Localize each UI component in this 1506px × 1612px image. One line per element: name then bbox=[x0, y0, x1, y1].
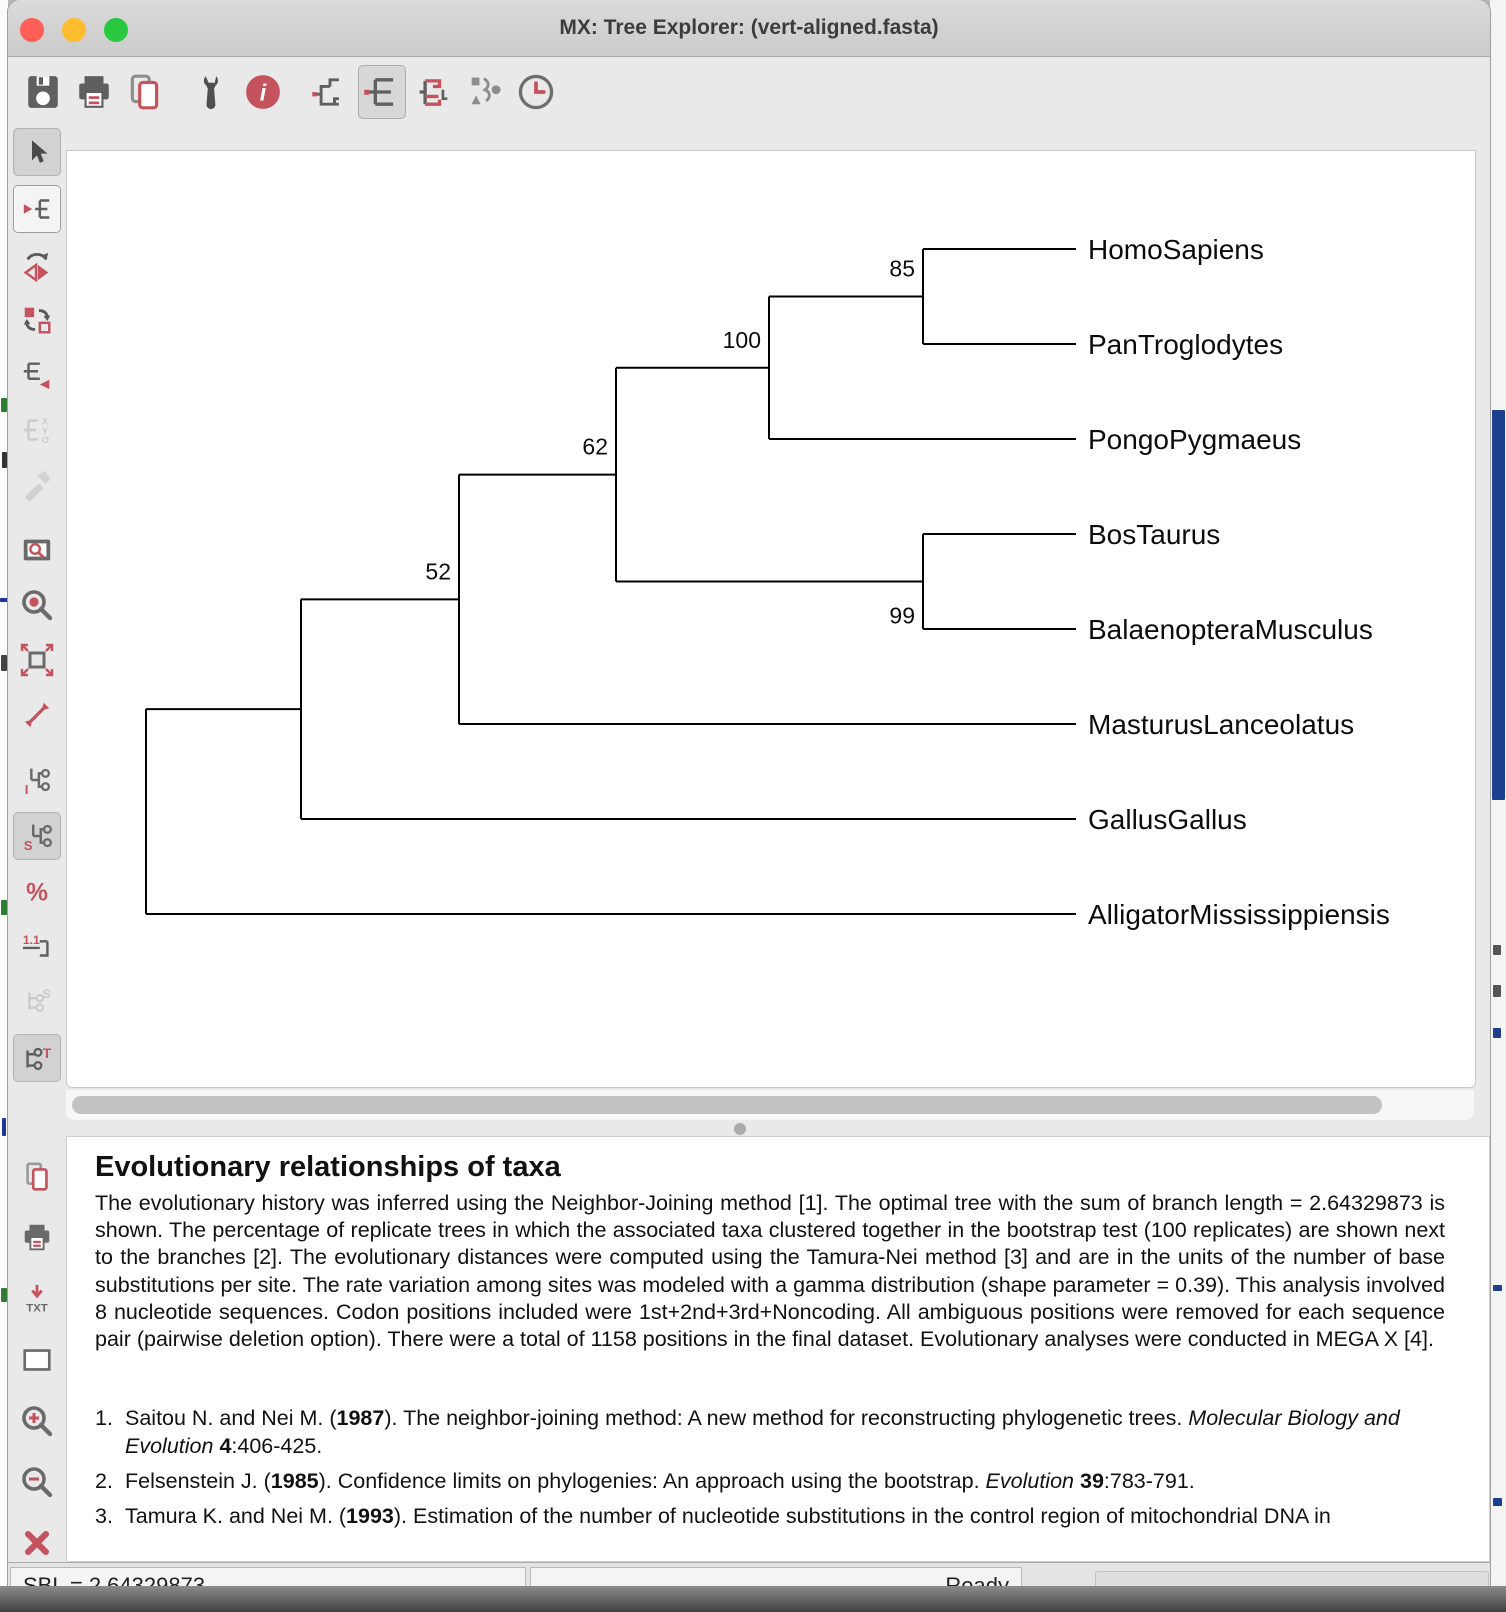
cursor-tool-button[interactable] bbox=[13, 128, 61, 176]
caption-zoom-in-button[interactable] bbox=[14, 1398, 60, 1444]
caption-copy-button[interactable] bbox=[14, 1154, 60, 1200]
fit-to-screen-icon bbox=[19, 642, 55, 678]
copy-icon bbox=[126, 73, 164, 111]
svg-text:TXT: TXT bbox=[26, 1302, 48, 1315]
tree-style-slanted-button[interactable] bbox=[307, 66, 353, 118]
tree-canvas[interactable] bbox=[66, 150, 1476, 1088]
swap-subtree-icon bbox=[20, 303, 54, 337]
taxon-label[interactable]: BosTaurus bbox=[1088, 519, 1221, 550]
fit-to-screen-button[interactable] bbox=[14, 637, 60, 683]
taxon-label[interactable]: HomoSapiens bbox=[1088, 234, 1264, 265]
swap-subtree-tool-button[interactable] bbox=[14, 297, 60, 343]
reference-item: 3. Tamura K. and Nei M. (1993). Estimation of the number of nucleotide substitutions in the control region of mitochondrial DNA in bbox=[95, 1503, 1331, 1528]
copy-button[interactable] bbox=[122, 66, 168, 118]
horizontal-scrollbar[interactable] bbox=[66, 1090, 1474, 1120]
print-button[interactable] bbox=[71, 66, 117, 118]
svg-text:S: S bbox=[42, 987, 51, 1002]
bootstrap-label[interactable]: 85 bbox=[889, 255, 915, 282]
svg-text:1.1: 1.1 bbox=[22, 933, 40, 948]
zoom-tool-button[interactable] bbox=[14, 582, 60, 628]
sequence-display-button[interactable] bbox=[13, 812, 61, 860]
window-title: MX: Tree Explorer: (vert-aligned.fasta) bbox=[559, 16, 939, 39]
svg-text:O: O bbox=[41, 435, 50, 447]
save-icon bbox=[24, 73, 62, 111]
new-window-icon bbox=[20, 1343, 54, 1377]
resize-icon bbox=[20, 698, 54, 732]
window-bottom-edge bbox=[0, 1586, 1506, 1612]
node-coordinates-icon bbox=[20, 413, 54, 447]
branch-lengths-icon bbox=[20, 930, 54, 964]
info-button[interactable] bbox=[240, 66, 286, 118]
tree-style-rectangular-icon bbox=[362, 72, 402, 112]
references-list bbox=[95, 1405, 1445, 1531]
taxon-names-icon bbox=[20, 1041, 54, 1075]
node-info-display-button[interactable] bbox=[14, 757, 60, 803]
reference-item: 1. Saitou N. and Nei M. (1987). The neighbor-joining method: A new method for reconstructing phylogenetic trees. Molecular Biology and Evolution 4:406-425. bbox=[95, 1406, 1400, 1459]
taxon-label[interactable]: BalaenopteraMusculus bbox=[1088, 614, 1373, 645]
flip-subtree-tool-button[interactable] bbox=[14, 242, 60, 288]
select-subtree-icon bbox=[20, 192, 54, 226]
background-window-right-sliver bbox=[1490, 0, 1506, 1586]
background-window-left-sliver bbox=[0, 0, 8, 1586]
edit-tree-tool-button bbox=[14, 462, 60, 508]
reference-item: 2. Felsenstein J. (1985). Confidence limits on phylogenies: An approach using the bootstrap. Evolution 39:783-791. bbox=[95, 1469, 1195, 1493]
caption-export-txt-button[interactable] bbox=[14, 1276, 60, 1322]
info-icon bbox=[244, 73, 282, 111]
branch-lengths-button[interactable] bbox=[14, 924, 60, 970]
print-icon bbox=[20, 1221, 54, 1255]
taxon-label[interactable]: GallusGallus bbox=[1088, 804, 1247, 835]
taxon-label[interactable]: AlligatorMississippiensis bbox=[1088, 899, 1390, 930]
main-toolbar bbox=[8, 57, 1490, 127]
caption-panel-container bbox=[8, 1136, 1490, 1562]
panel-splitter[interactable] bbox=[8, 1120, 1490, 1136]
taxon-names-button[interactable] bbox=[13, 1034, 61, 1082]
compress-subtree-tool-button[interactable] bbox=[14, 352, 60, 398]
svg-text:Y: Y bbox=[41, 425, 49, 437]
tree-style-condensed-icon bbox=[414, 72, 454, 112]
flip-subtree-icon bbox=[20, 248, 54, 282]
percent-display-button[interactable] bbox=[14, 869, 60, 915]
compress-subtree-icon bbox=[20, 358, 54, 392]
topology-icon bbox=[465, 72, 505, 112]
caption-window-button[interactable] bbox=[14, 1337, 60, 1383]
zoom-in-icon bbox=[19, 1403, 55, 1439]
bootstrap-label[interactable]: 62 bbox=[582, 433, 608, 460]
title-bar bbox=[8, 0, 1490, 57]
resize-tree-button[interactable] bbox=[14, 692, 60, 738]
tree-style-slanted-icon bbox=[310, 72, 350, 112]
caption-panel bbox=[66, 1136, 1490, 1562]
save-button[interactable] bbox=[20, 66, 66, 118]
caption-toolbar bbox=[8, 1136, 66, 1562]
svg-text:S: S bbox=[23, 838, 33, 853]
svg-text:i: i bbox=[259, 79, 267, 106]
print-icon bbox=[75, 73, 113, 111]
svg-text:T: T bbox=[42, 1046, 52, 1062]
tool-sidebar bbox=[8, 128, 66, 1088]
subtree-options-button bbox=[14, 979, 60, 1025]
node-coordinates-tool-button bbox=[14, 407, 60, 453]
horizontal-scrollbar-thumb[interactable] bbox=[72, 1096, 1382, 1114]
percent-icon bbox=[20, 875, 54, 909]
options-button[interactable] bbox=[189, 66, 235, 118]
caption-print-button[interactable] bbox=[14, 1215, 60, 1261]
export-txt-icon bbox=[20, 1282, 54, 1316]
phylogenetic-tree[interactable] bbox=[67, 151, 1473, 1085]
tree-style-condensed-button[interactable] bbox=[411, 66, 457, 118]
node-info-icon bbox=[20, 763, 54, 797]
caption-heading: Evolutionary relationships of taxa bbox=[95, 1151, 561, 1183]
sequence-display-icon bbox=[20, 819, 54, 853]
bootstrap-label[interactable]: 52 bbox=[425, 558, 451, 585]
taxon-label[interactable]: PanTroglodytes bbox=[1088, 329, 1284, 360]
hammer-icon bbox=[20, 468, 54, 502]
wrench-icon bbox=[193, 73, 231, 111]
svg-text:I: I bbox=[24, 782, 29, 797]
tree-style-rectangular-button[interactable] bbox=[358, 65, 406, 119]
cursor-icon bbox=[22, 137, 52, 167]
find-icon bbox=[20, 533, 54, 567]
svg-text:%: % bbox=[26, 879, 48, 907]
caption-paragraph: The evolutionary history was inferred using the Neighbor-Joining method [1]. The optimal tree with the sum of branch length = 2.64329873 is shown. The percentage of replicate trees in which the associated taxa clustered together in the bootstrap test (100 replicates) are shown next to the branches [2]. The evolutionary distances were computed using the Tamura-Nei method [3] and are in the units of the number of base substitutions per site. The rate variation among sites was modeled with a gamma distribution (shape parameter = 0.39). This analysis involved 8 nucleotide sequences. Codon positions included were 1st+2nd+3rd+Noncoding. All ambiguous positions were removed for each sequence pair (pairwise deletion option). There were a total of 1158 positions in the final dataset. Evolutionary analyses were conducted in MEGA X [4]. bbox=[95, 1191, 1445, 1351]
zoom-icon bbox=[19, 587, 55, 623]
clock-icon bbox=[516, 72, 556, 112]
caption-zoom-out-button[interactable] bbox=[14, 1459, 60, 1505]
timetree-button[interactable] bbox=[513, 66, 559, 118]
tree-explorer-window bbox=[8, 0, 1490, 1608]
copy-icon bbox=[20, 1160, 54, 1194]
close-icon bbox=[21, 1527, 53, 1559]
splitter-handle[interactable] bbox=[734, 1123, 746, 1135]
select-subtree-tool-button[interactable] bbox=[13, 185, 61, 233]
svg-text:X: X bbox=[41, 416, 49, 428]
taxon-label[interactable]: MasturusLanceolatus bbox=[1088, 709, 1355, 740]
caption-close-button[interactable] bbox=[14, 1520, 60, 1566]
bootstrap-label[interactable]: 99 bbox=[889, 602, 915, 629]
topology-button[interactable] bbox=[462, 66, 508, 118]
subtree-options-icon bbox=[20, 985, 54, 1019]
find-taxon-button[interactable] bbox=[14, 527, 60, 573]
bootstrap-label[interactable]: 100 bbox=[722, 326, 761, 353]
taxon-label[interactable]: PongoPygmaeus bbox=[1088, 424, 1302, 455]
zoom-out-icon bbox=[19, 1464, 55, 1500]
